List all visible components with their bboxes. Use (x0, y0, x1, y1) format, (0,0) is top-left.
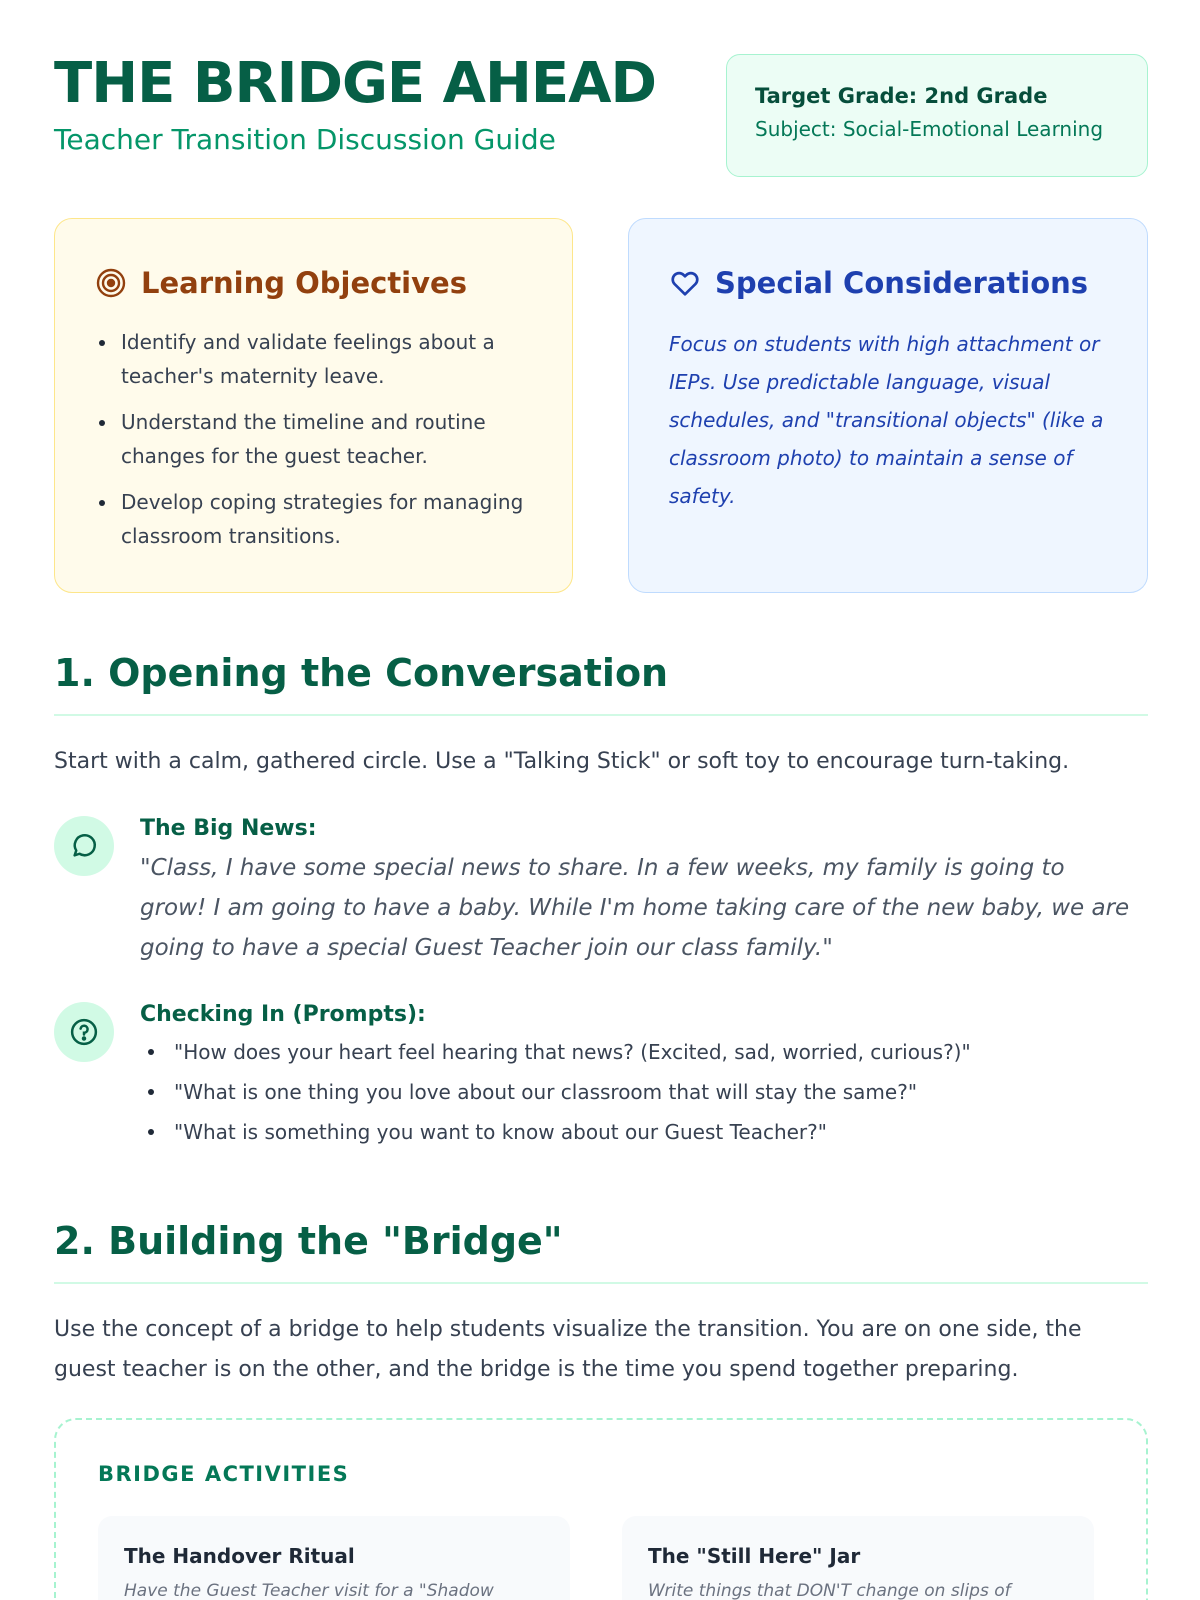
chat-bubble-icon (54, 816, 114, 876)
prompts-list (140, 1032, 1140, 1152)
big-news-label: The Big News: (140, 816, 317, 841)
big-news-quote: "Class, I have some special news to share. In a few weeks, my family is going to grow! I am going to have a baby. While I'm home taking care of the new baby, we are going to have a special Guest Teacher join our class family." (140, 855, 1130, 961)
bridge-activities-box (54, 1418, 1148, 1600)
list-item: Identify and validate feelings about a teacher's maternity leave. (95, 325, 532, 393)
activity-card (98, 1516, 570, 1600)
section-heading-bridge: 2. Building the "Bridge" (54, 1219, 563, 1263)
section-intro: Start with a calm, gathered circle. Use a "Talking Stick" or soft toy to encourage turn-taking. (54, 749, 1070, 774)
list-item: "How does your heart feel hearing that news? (Excited, sad, worried, curious?)" (140, 1032, 1140, 1072)
activity-title: The Handover Ritual (124, 1544, 355, 1568)
section-heading-opening: 1. Opening the Conversation (54, 651, 669, 695)
target-grade: Target Grade: 2nd Grade (755, 84, 1048, 108)
activity-title: The "Still Here" Jar (648, 1544, 861, 1568)
page-title: THE BRIDGE AHEAD (54, 51, 656, 116)
section-intro: Use the concept of a bridge to help students visualize the transition. You are on one side, the guest teacher is on the other, and the bridge is the time you spend together preparing. (54, 1317, 1082, 1382)
grade-subject-box (726, 54, 1148, 177)
learning-objectives-title: Learning Objectives (141, 266, 467, 300)
activity-description: Have the Guest Teacher visit for a "Shadow (124, 1581, 494, 1600)
section-divider (54, 1282, 1148, 1284)
question-circle-icon (54, 1002, 114, 1062)
objectives-list (95, 325, 532, 553)
special-considerations-card (628, 218, 1148, 593)
section-divider (54, 714, 1148, 716)
list-item: Understand the timeline and routine changes for the guest teacher. (95, 405, 532, 473)
bridge-activities-label: BRIDGE ACTIVITIES (98, 1462, 350, 1486)
activity-card (622, 1516, 1094, 1600)
list-item: Develop coping strategies for managing classroom transitions. (95, 485, 532, 553)
subject: Subject: Social-Emotional Learning (755, 117, 1104, 142)
discussion-guide-page (54, 0, 1148, 1600)
heart-icon (669, 267, 701, 299)
special-considerations-title: Special Considerations (715, 266, 1089, 300)
list-item: "What is something you want to know about our Guest Teacher?" (140, 1112, 1140, 1152)
page-subtitle: Teacher Transition Discussion Guide (54, 123, 556, 156)
special-considerations-text: Focus on students with high attachment or IEPs. Use predictable language, visual schedules, and "transitional objects" (like a classroom photo) to maintain a sense of safety. (669, 332, 1104, 508)
target-icon (95, 267, 127, 299)
activity-description: Write things that DON'T change on slips of (648, 1581, 1011, 1600)
list-item: "What is one thing you love about our classroom that will stay the same?" (140, 1072, 1140, 1112)
checking-in-label: Checking In (Prompts): (140, 1002, 426, 1027)
learning-objectives-card (54, 218, 573, 593)
